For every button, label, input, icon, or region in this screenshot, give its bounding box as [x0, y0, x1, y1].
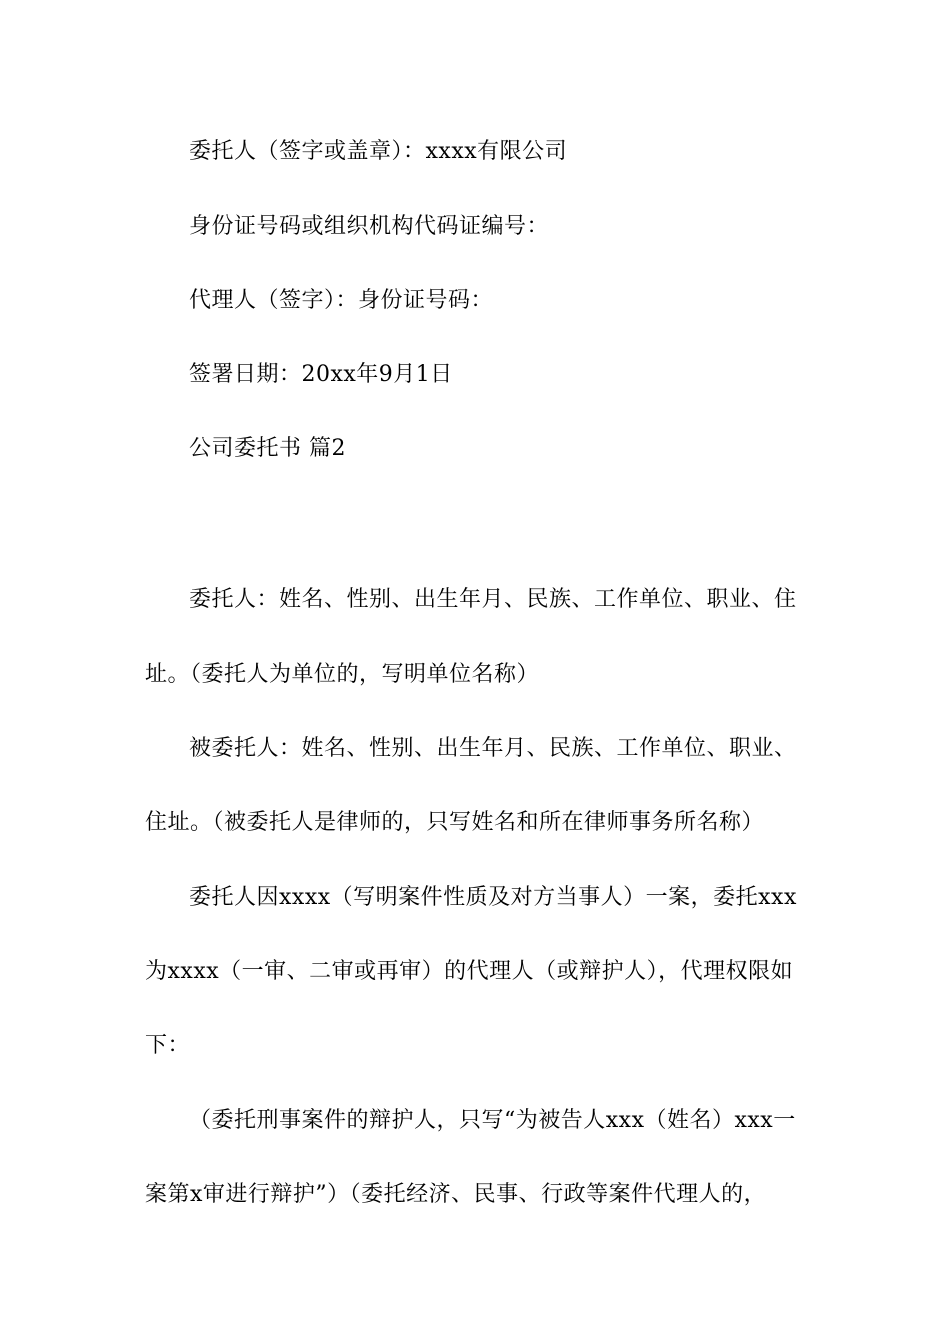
- section-heading: 公司委托书 篇2: [189, 436, 346, 461]
- principal-signature-line: 委托人（签字或盖章）：xxxx有限公司: [189, 139, 568, 164]
- principal-paragraph-line-1: 委托人：姓名、性别、出生年月、民族、工作单位、职业、住: [189, 587, 797, 612]
- agent-signature-line: 代理人（签字）：身份证号码：: [189, 288, 494, 313]
- agent-paragraph-line-2: 住址。（被委托人是律师的，只写姓名和所在律师事务所名称）: [145, 810, 765, 835]
- mandate-paragraph-line-1: 委托人因xxxx（写明案件性质及对方当事人）一案，委托xxx: [189, 885, 797, 910]
- mandate-paragraph-line-2: 为xxxx（一审、二审或再审）的代理人（或辩护人），代理权限如: [145, 959, 794, 984]
- note-paragraph-line-2: 案第x审进行辩护”）（委托经济、民事、行政等案件代理人的，: [145, 1182, 767, 1207]
- id-number-line: 身份证号码或组织机构代码证编号：: [189, 214, 550, 239]
- note-paragraph-line-1: （委托刑事案件的辩护人，只写“为被告人xxx（姓名）xxx一: [189, 1108, 796, 1133]
- mandate-paragraph-line-3: 下：: [145, 1033, 191, 1058]
- agent-paragraph-line-1: 被委托人：姓名、性别、出生年月、民族、工作单位、职业、: [189, 736, 797, 761]
- principal-paragraph-line-2: 址。（委托人为单位的，写明单位名称）: [145, 662, 540, 687]
- signing-date-line: 签署日期：20xx年9月1日: [189, 362, 453, 387]
